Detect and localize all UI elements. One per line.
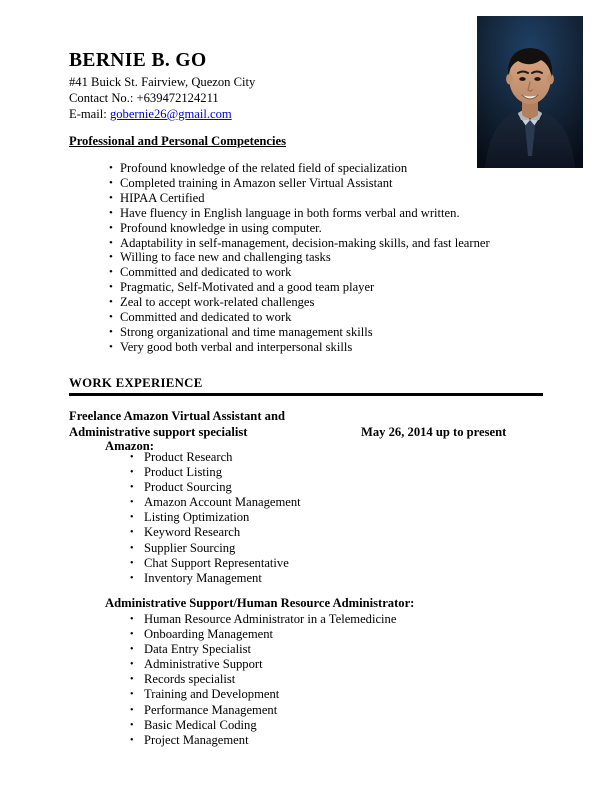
list-item: • Strong organizational and time management skills <box>109 325 529 340</box>
list-item: • HIPAA Certified <box>109 191 529 206</box>
candidate-address: #41 Buick St. Fairview, Quezon City <box>69 75 256 89</box>
administrative-duties-list <box>130 612 550 748</box>
list-item: • Keyword Research <box>130 525 550 540</box>
list-item: • Product Research <box>130 450 550 465</box>
list-item: • Onboarding Management <box>130 627 550 642</box>
list-item: • Very good both verbal and interpersonal skills <box>109 340 529 355</box>
list-item: • Basic Medical Coding <box>130 718 550 733</box>
list-item: • Records specialist <box>130 672 550 687</box>
portrait-photo <box>477 16 583 168</box>
work-experience-heading: WORK EXPERIENCE <box>69 376 203 390</box>
list-item: • Administrative Support <box>130 657 550 672</box>
job-title-line-2: Administrative support specialist <box>69 425 248 439</box>
email-label: E-mail: <box>69 107 107 121</box>
administrative-subheading: Administrative Support/Human Resource Administrator: <box>105 596 415 610</box>
list-item: • Product Sourcing <box>130 480 550 495</box>
work-experience-divider <box>69 393 543 396</box>
list-item: • Product Listing <box>130 465 550 480</box>
list-item: • Have fluency in English language in both forms verbal and written. <box>109 206 529 221</box>
list-item: • Amazon Account Management <box>130 495 550 510</box>
list-item: • Pragmatic, Self-Motivated and a good team player <box>109 280 529 295</box>
list-item: • Completed training in Amazon seller Virtual Assistant <box>109 176 529 191</box>
competencies-list <box>109 161 529 355</box>
list-item: • Committed and dedicated to work <box>109 265 529 280</box>
list-item: • Chat Support Representative <box>130 556 550 571</box>
portrait-illustration <box>477 16 583 168</box>
list-item: • Adaptability in self-management, decision-making skills, and fast learner <box>109 236 529 251</box>
list-item: • Supplier Sourcing <box>130 541 550 556</box>
list-item: • Data Entry Specialist <box>130 642 550 657</box>
list-item: • Inventory Management <box>130 571 550 586</box>
competencies-heading: Professional and Personal Competencies <box>69 134 286 148</box>
email-link[interactable]: gobernie26@gmail.com <box>109 107 232 121</box>
list-item: • Project Management <box>130 733 550 748</box>
list-item: • Committed and dedicated to work <box>109 310 529 325</box>
amazon-duties-list <box>130 450 550 586</box>
list-item: • Training and Development <box>130 687 550 702</box>
list-item: • Profound knowledge of the related field of specialization <box>109 161 529 176</box>
job-date-range: May 26, 2014 up to present <box>361 425 507 439</box>
job-title-line-1: Freelance Amazon Virtual Assistant and <box>69 409 285 423</box>
candidate-phone: Contact No.: +639472124211 <box>69 91 219 105</box>
list-item: • Zeal to accept work-related challenges <box>109 295 529 310</box>
candidate-name: BERNIE B. GO <box>69 50 207 71</box>
list-item: • Profound knowledge in using computer. <box>109 221 529 236</box>
list-item: • Human Resource Administrator in a Telemedicine <box>130 612 550 627</box>
list-item: • Performance Management <box>130 703 550 718</box>
amazon-subheading: Amazon: <box>105 439 154 453</box>
list-item: • Willing to face new and challenging tasks <box>109 250 529 265</box>
list-item: • Listing Optimization <box>130 510 550 525</box>
candidate-email-line <box>69 108 232 121</box>
